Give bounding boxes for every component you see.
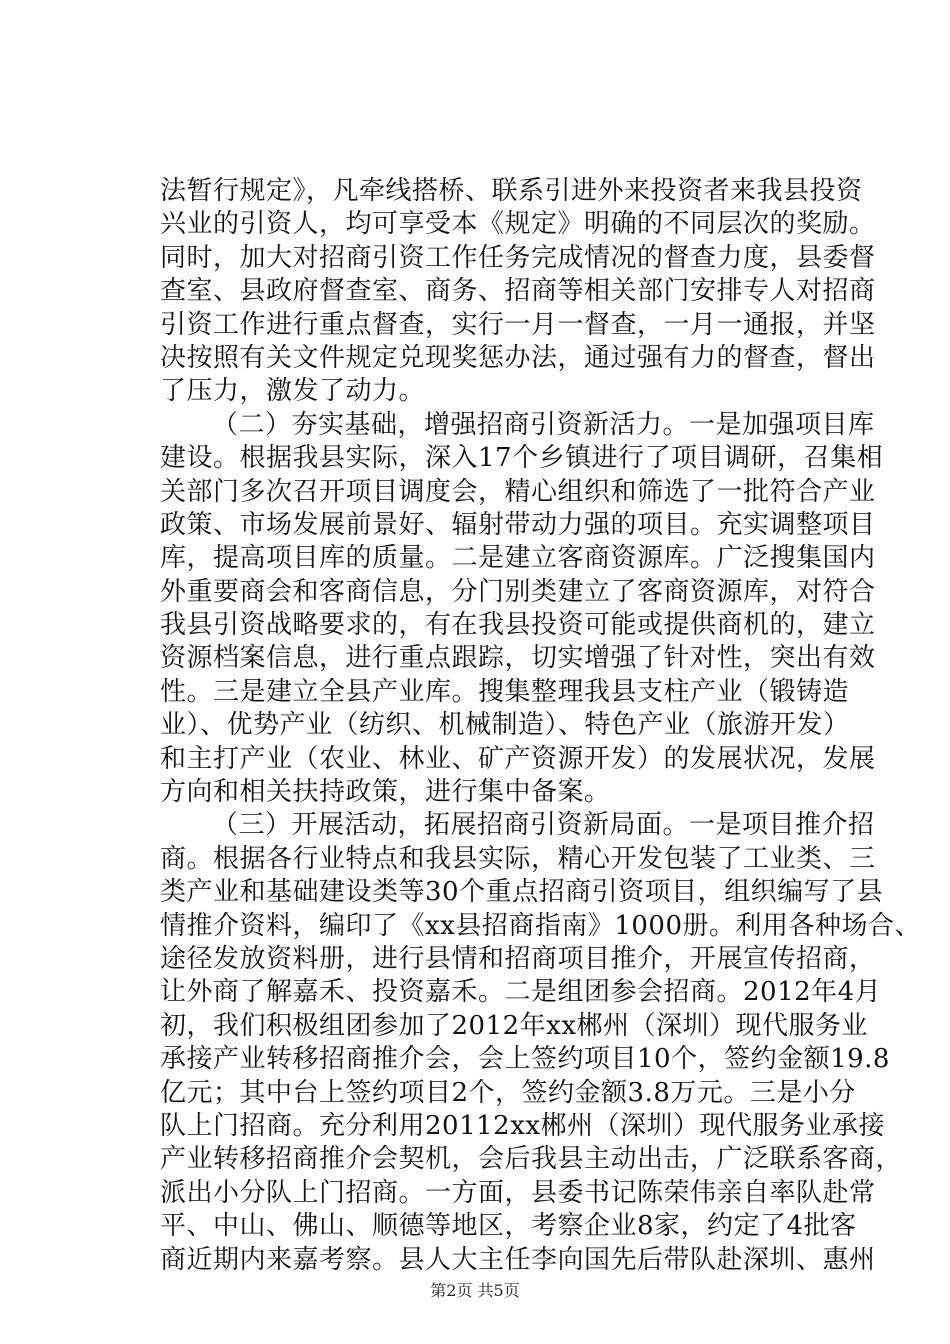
text-line: 途径发放资料册，进行县情和招商项目推介，开展宣传招商， [160, 943, 876, 974]
text-line: 队上门招商。充分利用20112xx郴州（深圳）现代服务业承接 [160, 1110, 886, 1141]
text-line: 方向和相关扶持政策，进行集中备案。 [160, 777, 611, 808]
text-line: 我县引资战略要求的，有在我县投资可能或提供商机的，建立 [160, 610, 876, 641]
text-line: 外重要商会和客商信息，分门别类建立了客商资源库，对符合 [160, 576, 876, 607]
text-line: 法暂行规定》，凡牵线搭桥、联系引进外来投资者来我县投资 [160, 176, 863, 206]
text-line: 兴业的引资人，均可享受本《规定》明确的不同层次的奖励。 [160, 209, 876, 240]
text-line: 了压力，激发了动力。 [160, 376, 426, 407]
paragraph-heading-line: （三）开展活动，拓展招商引资新局面。一是项目推介招 [212, 810, 875, 841]
body-text [160, 175, 921, 1277]
text-line: 同时，加大对招商引资工作任务完成情况的督查力度，县委督 [160, 242, 876, 273]
text-line: 关部门多次召开项目调度会，精心组织和筛选了一批符合产业 [160, 476, 876, 507]
text-line: 商近期内来嘉考察。县人大主任李向国先后带队赴深圳、惠州 [160, 1244, 876, 1275]
text-line: 政策、市场发展前景好、辐射带动力强的项目。充实调整项目 [160, 509, 876, 540]
text-line: 查室、县政府督查室、商务、招商等相关部门安排专人对招商 [160, 276, 876, 307]
text-line: 资源档案信息，进行重点跟踪，切实增强了针对性，突出有效 [160, 643, 876, 674]
text-line: 决按照有关文件规定兑现奖惩办法，通过强有力的督查，督出 [160, 342, 876, 373]
text-line: 初，我们积极组团参加了2012年xx郴州（深圳）现代服务业 [160, 1010, 868, 1041]
paragraph-heading-line: （二）夯实基础，增强招商引资新活力。一是加强项目库 [212, 409, 875, 440]
text-line: 性。三是建立全县产业库。搜集整理我县支柱产业（锻铸造 [160, 676, 850, 707]
text-line: 平、中山、佛山、顺德等地区，考察企业8家，约定了4批客 [160, 1211, 857, 1242]
page-number-footer: 第2页 共5页 [430, 1281, 520, 1300]
text-line: 库，提高项目库的质量。二是建立客商资源库。广泛搜集国内 [160, 543, 876, 574]
text-line: 承接产业转移招商推介会，会上签约项目10个，签约金额19.8 [160, 1044, 890, 1075]
text-line: 和主打产业（农业、林业、矿产资源开发）的发展状况，发展 [160, 743, 876, 774]
text-line: 情推介资料，编印了《xx县招商指南》1000册。利用各种场合、 [160, 910, 921, 941]
text-line: 引资工作进行重点督查，实行一月一督查，一月一通报，并坚 [160, 309, 876, 340]
text-line: 类产业和基础建设类等30个重点招商引资项目，组织编写了县 [160, 877, 884, 908]
text-line: 商。根据各行业特点和我县实际，精心开发包装了工业类、三 [160, 843, 876, 874]
text-line: 让外商了解嘉禾、投资嘉禾。二是组团参会招商。2012年4月 [160, 977, 882, 1008]
text-line: 亿元；其中台上签约项目2个，签约金额3.8万元。三是小分 [160, 1077, 856, 1108]
text-line: 业）、优势产业（纺织、机械制造）、特色产业（旅游开发） [160, 710, 850, 741]
text-line: 建设。根据我县实际，深入17个乡镇进行了项目调研，召集相 [160, 443, 884, 474]
text-line: 产业转移招商推介会契机，会后我县主动出击，广泛联系客商， [160, 1144, 903, 1175]
text-line: 派出小分队上门招商。一方面，县委书记陈荣伟亲自率队赴常 [160, 1177, 876, 1208]
